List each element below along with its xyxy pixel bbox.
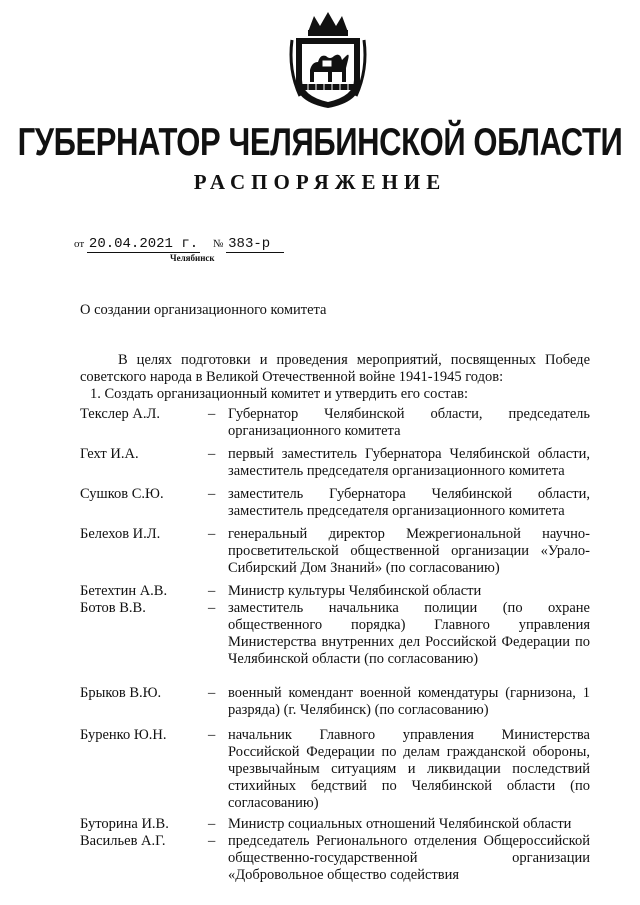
member-role: военный комендант военной комендатуры (гарнизона, 1 разряда) (г. Челябинск) (по согласованию) <box>228 685 590 718</box>
member-dash: – <box>208 833 216 849</box>
member-name: Гехт И.А. <box>80 446 139 462</box>
member-name: Бетехтин А.В. <box>80 583 168 599</box>
member-role: генеральный директор Межрегиональной научно-просветительской общественной организации «Урало-Сибирский Дом Знаний» (по согласованию) <box>228 526 590 576</box>
document-date: 20.04.2021 г. <box>88 236 199 252</box>
member-name: Сушков С.Ю. <box>80 486 164 502</box>
member-name: Васильев А.Г. <box>80 833 166 849</box>
member-row <box>80 526 590 577</box>
member-dash: – <box>208 406 216 422</box>
document-subject: О создании организационного комитета <box>80 302 327 318</box>
member-row <box>80 685 590 719</box>
member-name: Текслер А.Л. <box>80 406 160 422</box>
document-number: 383-р <box>226 236 284 253</box>
item-1-paragraph: 1. Создать организационный комитет и утвердить его состав: <box>90 386 468 402</box>
intro-paragraph: В целях подготовки и проведения мероприятий, посвященных Победе советского народа в Великой Отечественной войне 1941-1945 годов: <box>80 352 590 385</box>
member-role: начальник Главного управления Министерства Российской Федерации по делам гражданской обороны, чрезвычайным ситуациям и ликвидации последствий стихийных бедствий по Челябинской области (по согласованию) <box>228 727 590 811</box>
committee-members-list <box>80 406 590 890</box>
member-dash: – <box>208 526 216 542</box>
member-row <box>80 833 590 884</box>
member-row <box>80 600 590 668</box>
member-role: Министр культуры Челябинской области <box>228 583 482 599</box>
date-prefix: от <box>74 238 85 250</box>
member-name: Ботов В.В. <box>80 600 146 616</box>
member-row <box>80 583 590 600</box>
member-dash: – <box>208 727 216 743</box>
member-dash: – <box>208 583 216 599</box>
member-role: заместитель начальника полиции (по охране общественного порядка) Главного управления Министерства внутренних дел Российской Федерации по Челябинской области (по согласованию) <box>228 600 590 667</box>
member-role: Губернатор Челябинской области, председатель организационного комитета <box>228 406 590 439</box>
member-dash: – <box>208 486 216 502</box>
member-row <box>80 727 590 812</box>
member-role: заместитель Губернатора Челябинской области, заместитель председателя организационного комитета <box>228 486 590 519</box>
coat-of-arms-icon <box>286 10 370 110</box>
member-role: первый заместитель Губернатора Челябинской области, заместитель председателя организационного комитета <box>228 446 590 479</box>
date-line <box>74 236 284 252</box>
member-row <box>80 486 590 520</box>
member-dash: – <box>208 600 216 616</box>
member-dash: – <box>208 685 216 701</box>
member-role: Министр социальных отношений Челябинской области <box>228 816 572 832</box>
member-name: Брыков В.Ю. <box>80 685 162 701</box>
member-role: председатель Регионального отделения Общероссийской общественно-государственной организации «Добровольное общество содействия <box>228 833 590 883</box>
member-row <box>80 816 590 833</box>
member-dash: – <box>208 446 216 462</box>
city: Челябинск <box>170 253 215 263</box>
number-prefix: № <box>212 238 224 250</box>
body-intro <box>80 352 590 403</box>
document-type: РАСПОРЯЖЕНИЕ <box>193 170 447 194</box>
member-name: Буторина И.В. <box>80 816 169 832</box>
member-dash: – <box>208 816 216 832</box>
member-name: Буренко Ю.Н. <box>80 727 167 743</box>
member-row <box>80 406 590 440</box>
organization-title: ГУБЕРНАТОР ЧЕЛЯБИНСКОЙ ОБЛАСТИ <box>17 120 623 164</box>
member-row <box>80 446 590 480</box>
member-name: Белехов И.Л. <box>80 526 161 542</box>
